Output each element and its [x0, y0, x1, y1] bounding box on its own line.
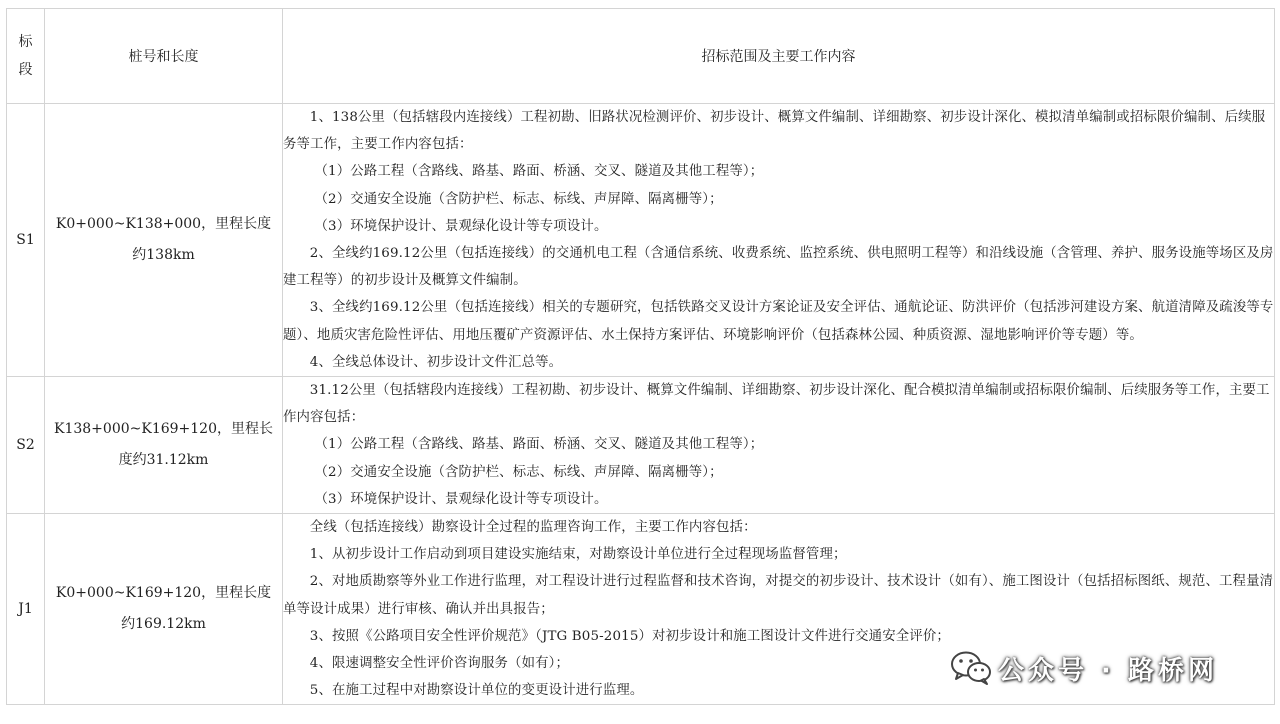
scope-paragraph: 4、限速调整安全性评价咨询服务（如有）； — [309, 656, 570, 672]
watermark-text: 公众号 · 路桥网 — [998, 655, 1218, 686]
header-stake: 桩号和长度 — [45, 9, 283, 104]
table-header-row — [7, 9, 1275, 104]
scope-paragraph: 2、全线约169.12公里（包括连接线）的交通机电工程（含通信系统、收费系统、监控系统、供电照明工程等）和沿线设施（含管理、养护、服务设施等场区及房建工程等）的初步设计及概算文件编制。 — [283, 246, 1274, 289]
scope-paragraph: 5、在施工过程中对勘察设计单位的变更设计进行监理。 — [309, 683, 644, 699]
stake-text: K138+000~K169+120，里程长度约31.12km — [54, 421, 273, 469]
scope-paragraph: 1、138公里（包括辖段内连接线）工程初勘、旧路状况检测评价、初步设计、概算文件编制、详细勘察、初步设计深化、模拟清单编制或招标限价编制、后续服务等工作，主要工作内容包括： — [283, 110, 1266, 153]
section-cell: S1 — [7, 104, 45, 377]
scope-cell — [283, 104, 1275, 377]
scope-cell — [283, 377, 1275, 514]
scope-paragraph: （3）环境保护设计、景观绿化设计等专项设计。 — [314, 218, 608, 234]
stake-text: K0+000~K169+120，里程长度约169.12km — [55, 585, 272, 633]
scope-paragraph: （3）环境保护设计、景观绿化设计等专项设计。 — [314, 491, 608, 507]
scope-paragraph: 3、按照《公路项目安全性评价规范》（JTG B05-2015）对初步设计和施工图设计文件进行交通安全评价； — [309, 628, 950, 644]
header-section — [7, 9, 45, 104]
scope-paragraph: 31.12公里（包括辖段内连接线）工程初勘、初步设计、概算文件编制、详细勘察、初步设计深化、配合模拟清单编制或招标限价编制、后续服务等工作，主要工作内容包括： — [283, 383, 1270, 426]
wechat-icon — [950, 650, 992, 686]
scope-paragraph: （2）交通安全设施（含防护栏、标志、标线、声屏障、隔离栅等）； — [314, 191, 723, 207]
scope-paragraph: 全线（包括连接线）勘察设计全过程的监理咨询工作，主要工作内容包括： — [309, 520, 757, 536]
table-row — [7, 377, 1275, 514]
stake-cell — [45, 377, 283, 514]
header-section-char: 段 — [18, 62, 33, 78]
scope-paragraph: 3、全线约169.12公里（包括连接线）相关的专题研究，包括铁路交叉设计方案论证及安全评估、通航论证、防洪评价（包括涉河建设方案、航道清障及疏浚等专题）、地质灾害危险性评估、用地压覆矿产资源评估、水土保持方案评估、环境影响评价（包括森林公园、种质资源、湿地影响评价等专题）等。 — [283, 300, 1274, 343]
header-scope: 招标范围及主要工作内容 — [283, 9, 1275, 104]
scope-paragraph: 1、从初步设计工作启动到项目建设实施结束，对勘察设计单位进行全过程现场监督管理； — [309, 547, 847, 563]
stake-text: K0+000~K138+000，里程长度约138km — [55, 216, 272, 264]
stake-cell — [45, 514, 283, 705]
watermark — [950, 646, 1270, 690]
section-cell: J1 — [7, 514, 45, 705]
section-cell: S2 — [7, 377, 45, 514]
scope-paragraph: 4、全线总体设计、初步设计文件汇总等。 — [309, 354, 563, 370]
scope-paragraph: （2）交通安全设施（含防护栏、标志、标线、声屏障、隔离栅等）； — [314, 464, 723, 480]
table-row — [7, 104, 1275, 377]
scope-paragraph: （1）公路工程（含路线、路基、路面、桥涵、交叉、隧道及其他工程等）； — [314, 164, 764, 180]
stake-cell — [45, 104, 283, 377]
scope-paragraph: 2、对地质勘察等外业工作进行监理，对工程设计进行过程监督和技术咨询，对提交的初步设计、技术设计（如有）、施工图设计（包括招标图纸、规范、工程量清单等设计成果）进行审核、确认并出具报告； — [283, 574, 1274, 617]
scope-paragraph: （1）公路工程（含路线、路基、路面、桥涵、交叉、隧道及其他工程等）； — [314, 437, 764, 453]
header-section-char: 标 — [18, 34, 33, 50]
bid-section-table — [6, 8, 1275, 705]
